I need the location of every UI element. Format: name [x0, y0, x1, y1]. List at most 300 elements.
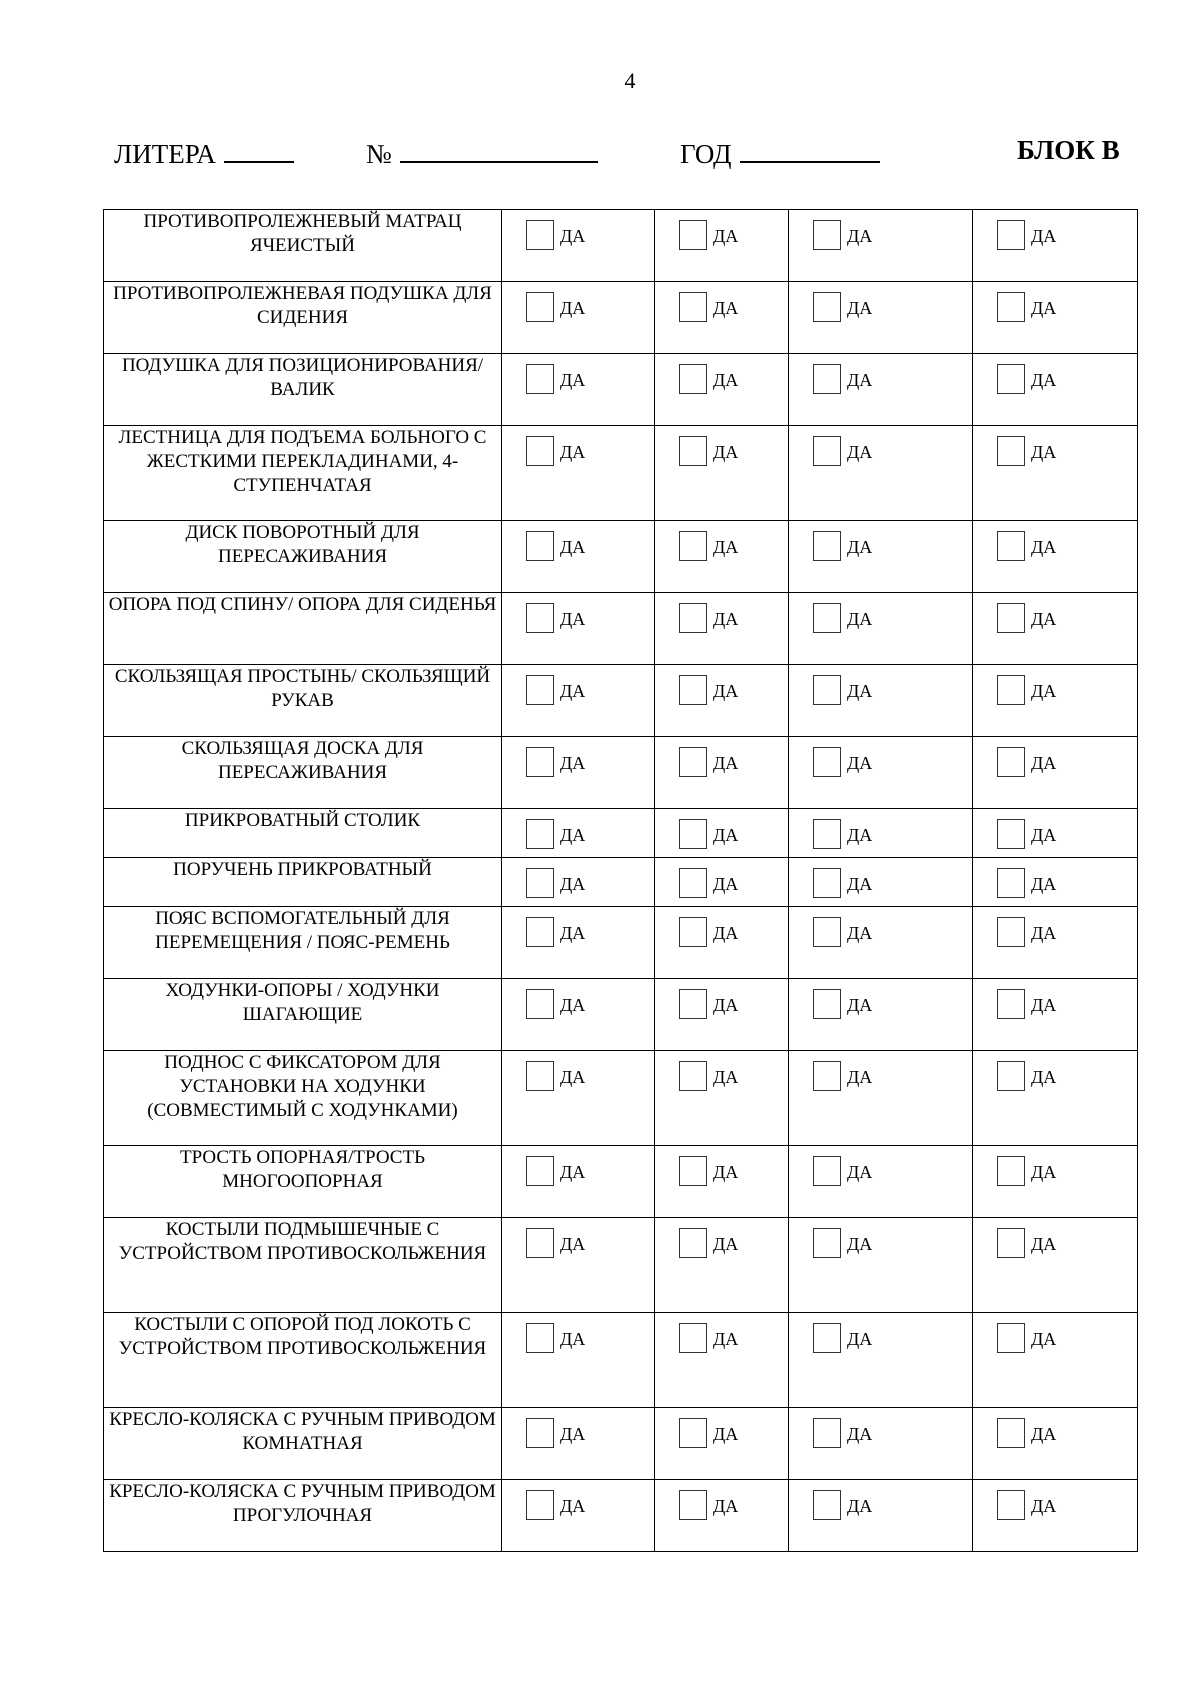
yes-checkbox-label: ДА	[847, 609, 873, 629]
yes-option[interactable]	[679, 292, 738, 322]
yes-checkbox-label: ДА	[847, 442, 873, 462]
yes-checkbox-label: ДА	[1031, 1067, 1057, 1087]
answer-cell	[655, 907, 789, 979]
yes-checkbox[interactable]	[526, 917, 554, 947]
yes-option[interactable]	[526, 675, 585, 705]
yes-checkbox[interactable]	[679, 436, 707, 466]
yes-option[interactable]	[813, 675, 872, 705]
yes-option[interactable]	[813, 747, 872, 777]
yes-checkbox-label: ДА	[560, 298, 586, 318]
litera-label: ЛИТЕРА	[114, 139, 216, 169]
yes-checkbox-label: ДА	[713, 537, 739, 557]
yes-checkbox-label: ДА	[847, 1067, 873, 1087]
year-blank-line[interactable]	[740, 135, 880, 163]
answer-cell	[973, 426, 1138, 521]
answer-cell	[655, 979, 789, 1051]
yes-checkbox-label: ДА	[713, 1424, 739, 1444]
table-row	[104, 809, 1138, 858]
answer-cell	[973, 907, 1138, 979]
yes-checkbox-label: ДА	[847, 753, 873, 773]
yes-checkbox[interactable]	[679, 1228, 707, 1258]
yes-option[interactable]	[997, 1061, 1056, 1091]
yes-checkbox[interactable]	[526, 1061, 554, 1091]
table-row	[104, 1313, 1138, 1408]
answer-cell	[973, 521, 1138, 593]
yes-checkbox-label: ДА	[560, 995, 586, 1015]
yes-checkbox[interactable]	[526, 1228, 554, 1258]
answer-cell	[789, 1480, 973, 1552]
yes-checkbox[interactable]	[813, 364, 841, 394]
yes-checkbox-label: ДА	[713, 609, 739, 629]
number-blank-line[interactable]	[400, 135, 598, 163]
yes-checkbox-label: ДА	[713, 1496, 739, 1516]
yes-checkbox-label: ДА	[847, 923, 873, 943]
answer-cell	[973, 809, 1138, 858]
answer-cell	[973, 858, 1138, 907]
yes-checkbox[interactable]	[679, 1323, 707, 1353]
yes-checkbox[interactable]	[526, 436, 554, 466]
yes-option[interactable]	[526, 1156, 585, 1186]
yes-checkbox[interactable]	[813, 819, 841, 849]
yes-option[interactable]	[526, 364, 585, 394]
answer-cell	[655, 1408, 789, 1480]
answer-cell	[789, 907, 973, 979]
table-row	[104, 1146, 1138, 1218]
yes-checkbox-label: ДА	[713, 753, 739, 773]
answer-cell	[655, 809, 789, 858]
equipment-label: ПОЯС ВСПОМОГАТЕЛЬНЫЙ ДЛЯ ПЕРЕМЕЩЕНИЯ / ПОЯС-РЕМЕНЬ	[104, 907, 502, 979]
answer-cell	[789, 1218, 973, 1313]
equipment-label: ПОДНОС С ФИКСАТОРОМ ДЛЯ УСТАНОВКИ НА ХОДУНКИ (СОВМЕСТИМЫЙ С ХОДУНКАМИ)	[104, 1051, 502, 1146]
yes-checkbox-label: ДА	[560, 609, 586, 629]
yes-checkbox-label: ДА	[560, 442, 586, 462]
equipment-label: КОСТЫЛИ ПОДМЫШЕЧНЫЕ С УСТРОЙСТВОМ ПРОТИВОСКОЛЬЖЕНИЯ	[104, 1218, 502, 1313]
yes-checkbox[interactable]	[679, 989, 707, 1019]
yes-option[interactable]	[997, 436, 1056, 466]
yes-option[interactable]	[997, 747, 1056, 777]
yes-checkbox[interactable]	[679, 747, 707, 777]
yes-checkbox-label: ДА	[713, 995, 739, 1015]
yes-checkbox[interactable]	[997, 868, 1025, 898]
yes-option[interactable]	[813, 531, 872, 561]
yes-checkbox[interactable]	[679, 531, 707, 561]
yes-option[interactable]	[679, 819, 738, 849]
yes-checkbox[interactable]	[526, 1156, 554, 1186]
table-row	[104, 1408, 1138, 1480]
answer-cell	[502, 1146, 655, 1218]
table-row	[104, 1480, 1138, 1552]
equipment-label: КРЕСЛО-КОЛЯСКА С РУЧНЫМ ПРИВОДОМ КОМНАТНАЯ	[104, 1408, 502, 1480]
answer-cell	[655, 1146, 789, 1218]
yes-option[interactable]	[679, 989, 738, 1019]
yes-checkbox[interactable]	[813, 436, 841, 466]
yes-checkbox[interactable]	[813, 989, 841, 1019]
table-row	[104, 665, 1138, 737]
block-title: БЛОК В	[1017, 135, 1120, 165]
yes-checkbox[interactable]	[997, 364, 1025, 394]
yes-option[interactable]	[679, 1061, 738, 1091]
yes-checkbox[interactable]	[813, 220, 841, 250]
yes-checkbox-label: ДА	[713, 1162, 739, 1182]
yes-option[interactable]	[997, 989, 1056, 1019]
litera-field[interactable]	[114, 135, 294, 170]
yes-option[interactable]	[813, 436, 872, 466]
answer-cell	[973, 210, 1138, 282]
yes-checkbox-label: ДА	[847, 825, 873, 845]
answer-cell	[973, 593, 1138, 665]
yes-checkbox[interactable]	[997, 603, 1025, 633]
table-row	[104, 858, 1138, 907]
yes-option[interactable]	[679, 1228, 738, 1258]
yes-option[interactable]	[679, 220, 738, 250]
yes-checkbox[interactable]	[526, 292, 554, 322]
yes-option[interactable]	[997, 1156, 1056, 1186]
yes-checkbox-label: ДА	[713, 874, 739, 894]
yes-option[interactable]	[526, 1061, 585, 1091]
yes-checkbox[interactable]	[526, 1323, 554, 1353]
yes-checkbox[interactable]	[813, 675, 841, 705]
yes-option[interactable]	[526, 220, 585, 250]
yes-checkbox[interactable]	[526, 220, 554, 250]
yes-checkbox[interactable]	[813, 917, 841, 947]
answer-cell	[502, 665, 655, 737]
yes-option[interactable]	[997, 220, 1056, 250]
yes-option[interactable]	[997, 819, 1056, 849]
equipment-label: ХОДУНКИ-ОПОРЫ / ХОДУНКИ ШАГАЮЩИЕ	[104, 979, 502, 1051]
answer-cell	[789, 809, 973, 858]
answer-cell	[973, 979, 1138, 1051]
yes-option[interactable]	[679, 531, 738, 561]
yes-option[interactable]	[679, 1490, 738, 1520]
answer-cell	[655, 593, 789, 665]
litera-blank-line[interactable]	[224, 135, 294, 163]
yes-checkbox[interactable]	[813, 1061, 841, 1091]
yes-checkbox[interactable]	[526, 1490, 554, 1520]
yes-checkbox-label: ДА	[560, 1162, 586, 1182]
answer-cell	[973, 1146, 1138, 1218]
yes-checkbox-label: ДА	[1031, 995, 1057, 1015]
answer-cell	[655, 210, 789, 282]
yes-checkbox[interactable]	[526, 989, 554, 1019]
yes-option[interactable]	[679, 747, 738, 777]
yes-checkbox-label: ДА	[1031, 609, 1057, 629]
yes-option[interactable]	[997, 364, 1056, 394]
yes-checkbox[interactable]	[526, 819, 554, 849]
yes-option[interactable]	[813, 220, 872, 250]
yes-checkbox-label: ДА	[847, 537, 873, 557]
yes-option[interactable]	[679, 603, 738, 633]
answer-cell	[973, 737, 1138, 809]
yes-checkbox[interactable]	[679, 675, 707, 705]
yes-checkbox[interactable]	[813, 1490, 841, 1520]
yes-checkbox[interactable]	[526, 531, 554, 561]
table-row	[104, 354, 1138, 426]
yes-checkbox[interactable]	[679, 917, 707, 947]
yes-checkbox[interactable]	[997, 436, 1025, 466]
yes-checkbox-label: ДА	[713, 923, 739, 943]
answer-cell	[502, 593, 655, 665]
yes-option[interactable]	[997, 603, 1056, 633]
table-row	[104, 737, 1138, 809]
yes-option[interactable]	[526, 917, 585, 947]
yes-option[interactable]	[813, 819, 872, 849]
yes-option[interactable]	[813, 1061, 872, 1091]
yes-option[interactable]	[526, 989, 585, 1019]
yes-checkbox-label: ДА	[560, 923, 586, 943]
table-row	[104, 593, 1138, 665]
answer-cell	[789, 858, 973, 907]
yes-checkbox[interactable]	[997, 1418, 1025, 1448]
yes-option[interactable]	[679, 917, 738, 947]
answer-cell	[655, 858, 789, 907]
answer-cell	[973, 665, 1138, 737]
equipment-label: КОСТЫЛИ С ОПОРОЙ ПОД ЛОКОТЬ С УСТРОЙСТВОМ ПРОТИВОСКОЛЬЖЕНИЯ	[104, 1313, 502, 1408]
yes-option[interactable]	[813, 603, 872, 633]
answer-cell	[502, 1313, 655, 1408]
yes-checkbox[interactable]	[997, 675, 1025, 705]
answer-cell	[789, 426, 973, 521]
yes-option[interactable]	[679, 436, 738, 466]
yes-checkbox-label: ДА	[1031, 874, 1057, 894]
number-field[interactable]	[366, 135, 598, 170]
yes-option[interactable]	[526, 531, 585, 561]
yes-checkbox-label: ДА	[560, 1496, 586, 1516]
answer-cell	[502, 521, 655, 593]
table-row	[104, 210, 1138, 282]
yes-checkbox[interactable]	[997, 747, 1025, 777]
answer-cell	[789, 1051, 973, 1146]
yes-checkbox[interactable]	[813, 1228, 841, 1258]
answer-cell	[655, 665, 789, 737]
yes-checkbox[interactable]	[813, 1156, 841, 1186]
yes-checkbox[interactable]	[679, 220, 707, 250]
answer-cell	[789, 1146, 973, 1218]
yes-checkbox[interactable]	[997, 531, 1025, 561]
answer-cell	[789, 979, 973, 1051]
answer-cell	[502, 1218, 655, 1313]
yes-checkbox[interactable]	[526, 364, 554, 394]
yes-option[interactable]	[813, 1156, 872, 1186]
answer-cell	[655, 521, 789, 593]
yes-checkbox[interactable]	[997, 819, 1025, 849]
answer-cell	[655, 1051, 789, 1146]
yes-checkbox-label: ДА	[1031, 1162, 1057, 1182]
yes-option[interactable]	[526, 1418, 585, 1448]
answer-cell	[789, 737, 973, 809]
yes-checkbox[interactable]	[997, 989, 1025, 1019]
yes-checkbox[interactable]	[679, 292, 707, 322]
yes-option[interactable]	[679, 364, 738, 394]
yes-checkbox[interactable]	[679, 1418, 707, 1448]
equipment-label: ПОРУЧЕНЬ ПРИКРОВАТНЫЙ	[104, 858, 502, 907]
yes-checkbox-label: ДА	[1031, 753, 1057, 773]
yes-checkbox-label: ДА	[713, 442, 739, 462]
equipment-label: ЛЕСТНИЦА ДЛЯ ПОДЪЕМА БОЛЬНОГО С ЖЕСТКИМИ ПЕРЕКЛАДИНАМИ, 4-СТУПЕНЧАТАЯ	[104, 426, 502, 521]
yes-checkbox-label: ДА	[1031, 681, 1057, 701]
yes-checkbox[interactable]	[813, 292, 841, 322]
table-row	[104, 979, 1138, 1051]
yes-checkbox-label: ДА	[847, 298, 873, 318]
yes-option[interactable]	[526, 292, 585, 322]
yes-option[interactable]	[526, 747, 585, 777]
yes-checkbox[interactable]	[679, 1156, 707, 1186]
equipment-label: ДИСК ПОВОРОТНЫЙ ДЛЯ ПЕРЕСАЖИВАНИЯ	[104, 521, 502, 593]
yes-option[interactable]	[997, 1323, 1056, 1353]
answer-cell	[502, 979, 655, 1051]
answer-cell	[655, 1218, 789, 1313]
table-row	[104, 426, 1138, 521]
yes-checkbox[interactable]	[679, 603, 707, 633]
answer-cell	[502, 907, 655, 979]
answer-cell	[502, 282, 655, 354]
yes-option[interactable]	[997, 1228, 1056, 1258]
yes-checkbox-label: ДА	[1031, 370, 1057, 390]
yes-option[interactable]	[526, 868, 585, 898]
answer-cell	[502, 426, 655, 521]
table-row	[104, 521, 1138, 593]
answer-cell	[655, 1480, 789, 1552]
yes-option[interactable]	[813, 1323, 872, 1353]
yes-checkbox[interactable]	[813, 868, 841, 898]
equipment-label: ОПОРА ПОД СПИНУ/ ОПОРА ДЛЯ СИДЕНЬЯ	[104, 593, 502, 665]
yes-checkbox-label: ДА	[560, 681, 586, 701]
yes-option[interactable]	[813, 917, 872, 947]
yes-checkbox-label: ДА	[560, 753, 586, 773]
equipment-label: ПОДУШКА ДЛЯ ПОЗИЦИОНИРОВАНИЯ/ВАЛИК	[104, 354, 502, 426]
yes-checkbox[interactable]	[997, 1156, 1025, 1186]
yes-checkbox[interactable]	[526, 747, 554, 777]
answer-cell	[655, 737, 789, 809]
answer-cell	[973, 1408, 1138, 1480]
yes-checkbox[interactable]	[997, 1490, 1025, 1520]
yes-checkbox[interactable]	[813, 531, 841, 561]
answer-cell	[973, 1051, 1138, 1146]
yes-checkbox[interactable]	[813, 747, 841, 777]
yes-checkbox[interactable]	[997, 917, 1025, 947]
answer-cell	[502, 354, 655, 426]
yes-option[interactable]	[679, 1418, 738, 1448]
yes-option[interactable]	[813, 1490, 872, 1520]
equipment-table	[103, 209, 1138, 1552]
answer-cell	[973, 1480, 1138, 1552]
yes-checkbox-label: ДА	[560, 1424, 586, 1444]
yes-checkbox[interactable]	[679, 1061, 707, 1091]
yes-option[interactable]	[679, 1323, 738, 1353]
equipment-label: ПРОТИВОПРОЛЕЖНЕВАЯ ПОДУШКА ДЛЯ СИДЕНИЯ	[104, 282, 502, 354]
answer-cell	[502, 210, 655, 282]
yes-option[interactable]	[997, 868, 1056, 898]
yes-checkbox[interactable]	[813, 1418, 841, 1448]
yes-checkbox-label: ДА	[1031, 1424, 1057, 1444]
yes-checkbox-label: ДА	[1031, 1496, 1057, 1516]
yes-checkbox-label: ДА	[847, 1496, 873, 1516]
yes-option[interactable]	[813, 868, 872, 898]
yes-option[interactable]	[526, 436, 585, 466]
year-field[interactable]	[680, 135, 880, 170]
yes-checkbox-label: ДА	[560, 874, 586, 894]
yes-checkbox[interactable]	[997, 292, 1025, 322]
answer-cell	[502, 737, 655, 809]
yes-checkbox[interactable]	[679, 1490, 707, 1520]
answer-cell	[789, 665, 973, 737]
yes-checkbox-label: ДА	[713, 226, 739, 246]
yes-checkbox[interactable]	[997, 1228, 1025, 1258]
yes-checkbox-label: ДА	[560, 537, 586, 557]
yes-option[interactable]	[679, 1156, 738, 1186]
yes-option[interactable]	[526, 1228, 585, 1258]
answer-cell	[789, 1313, 973, 1408]
answer-cell	[789, 282, 973, 354]
yes-checkbox-label: ДА	[713, 825, 739, 845]
yes-checkbox-label: ДА	[713, 1234, 739, 1254]
answer-cell	[973, 1218, 1138, 1313]
answer-cell	[973, 354, 1138, 426]
yes-checkbox[interactable]	[997, 220, 1025, 250]
yes-checkbox-label: ДА	[1031, 226, 1057, 246]
yes-checkbox[interactable]	[813, 1323, 841, 1353]
yes-checkbox[interactable]	[526, 675, 554, 705]
yes-option[interactable]	[526, 1323, 585, 1353]
answer-cell	[655, 1313, 789, 1408]
yes-checkbox[interactable]	[526, 868, 554, 898]
yes-option[interactable]	[997, 1490, 1056, 1520]
yes-checkbox[interactable]	[526, 1418, 554, 1448]
yes-option[interactable]	[526, 1490, 585, 1520]
table-row	[104, 907, 1138, 979]
yes-checkbox-label: ДА	[1031, 537, 1057, 557]
yes-checkbox-label: ДА	[1031, 442, 1057, 462]
page-number: 4	[624, 68, 636, 93]
yes-checkbox-label: ДА	[847, 1329, 873, 1349]
answer-cell	[789, 210, 973, 282]
yes-option[interactable]	[679, 675, 738, 705]
yes-checkbox[interactable]	[679, 868, 707, 898]
yes-option[interactable]	[813, 292, 872, 322]
yes-checkbox-label: ДА	[847, 681, 873, 701]
yes-checkbox-label: ДА	[847, 370, 873, 390]
yes-option[interactable]	[997, 1418, 1056, 1448]
yes-checkbox-label: ДА	[560, 1234, 586, 1254]
yes-checkbox-label: ДА	[713, 298, 739, 318]
yes-checkbox[interactable]	[526, 603, 554, 633]
yes-checkbox[interactable]	[813, 603, 841, 633]
yes-option[interactable]	[997, 917, 1056, 947]
yes-option[interactable]	[813, 364, 872, 394]
yes-checkbox-label: ДА	[847, 226, 873, 246]
yes-option[interactable]	[997, 531, 1056, 561]
form-header	[0, 135, 1200, 175]
yes-checkbox-label: ДА	[847, 1234, 873, 1254]
answer-cell	[655, 426, 789, 521]
yes-option[interactable]	[679, 868, 738, 898]
yes-option[interactable]	[813, 989, 872, 1019]
yes-option[interactable]	[813, 1228, 872, 1258]
yes-option[interactable]	[813, 1418, 872, 1448]
yes-checkbox-label: ДА	[847, 995, 873, 1015]
yes-checkbox[interactable]	[679, 819, 707, 849]
yes-checkbox-label: ДА	[847, 874, 873, 894]
yes-checkbox-label: ДА	[713, 370, 739, 390]
yes-option[interactable]	[526, 819, 585, 849]
yes-checkbox[interactable]	[997, 1323, 1025, 1353]
yes-option[interactable]	[997, 675, 1056, 705]
yes-checkbox[interactable]	[679, 364, 707, 394]
number-label: №	[366, 139, 392, 169]
yes-option[interactable]	[997, 292, 1056, 322]
answer-cell	[502, 858, 655, 907]
yes-checkbox[interactable]	[997, 1061, 1025, 1091]
yes-option[interactable]	[526, 603, 585, 633]
